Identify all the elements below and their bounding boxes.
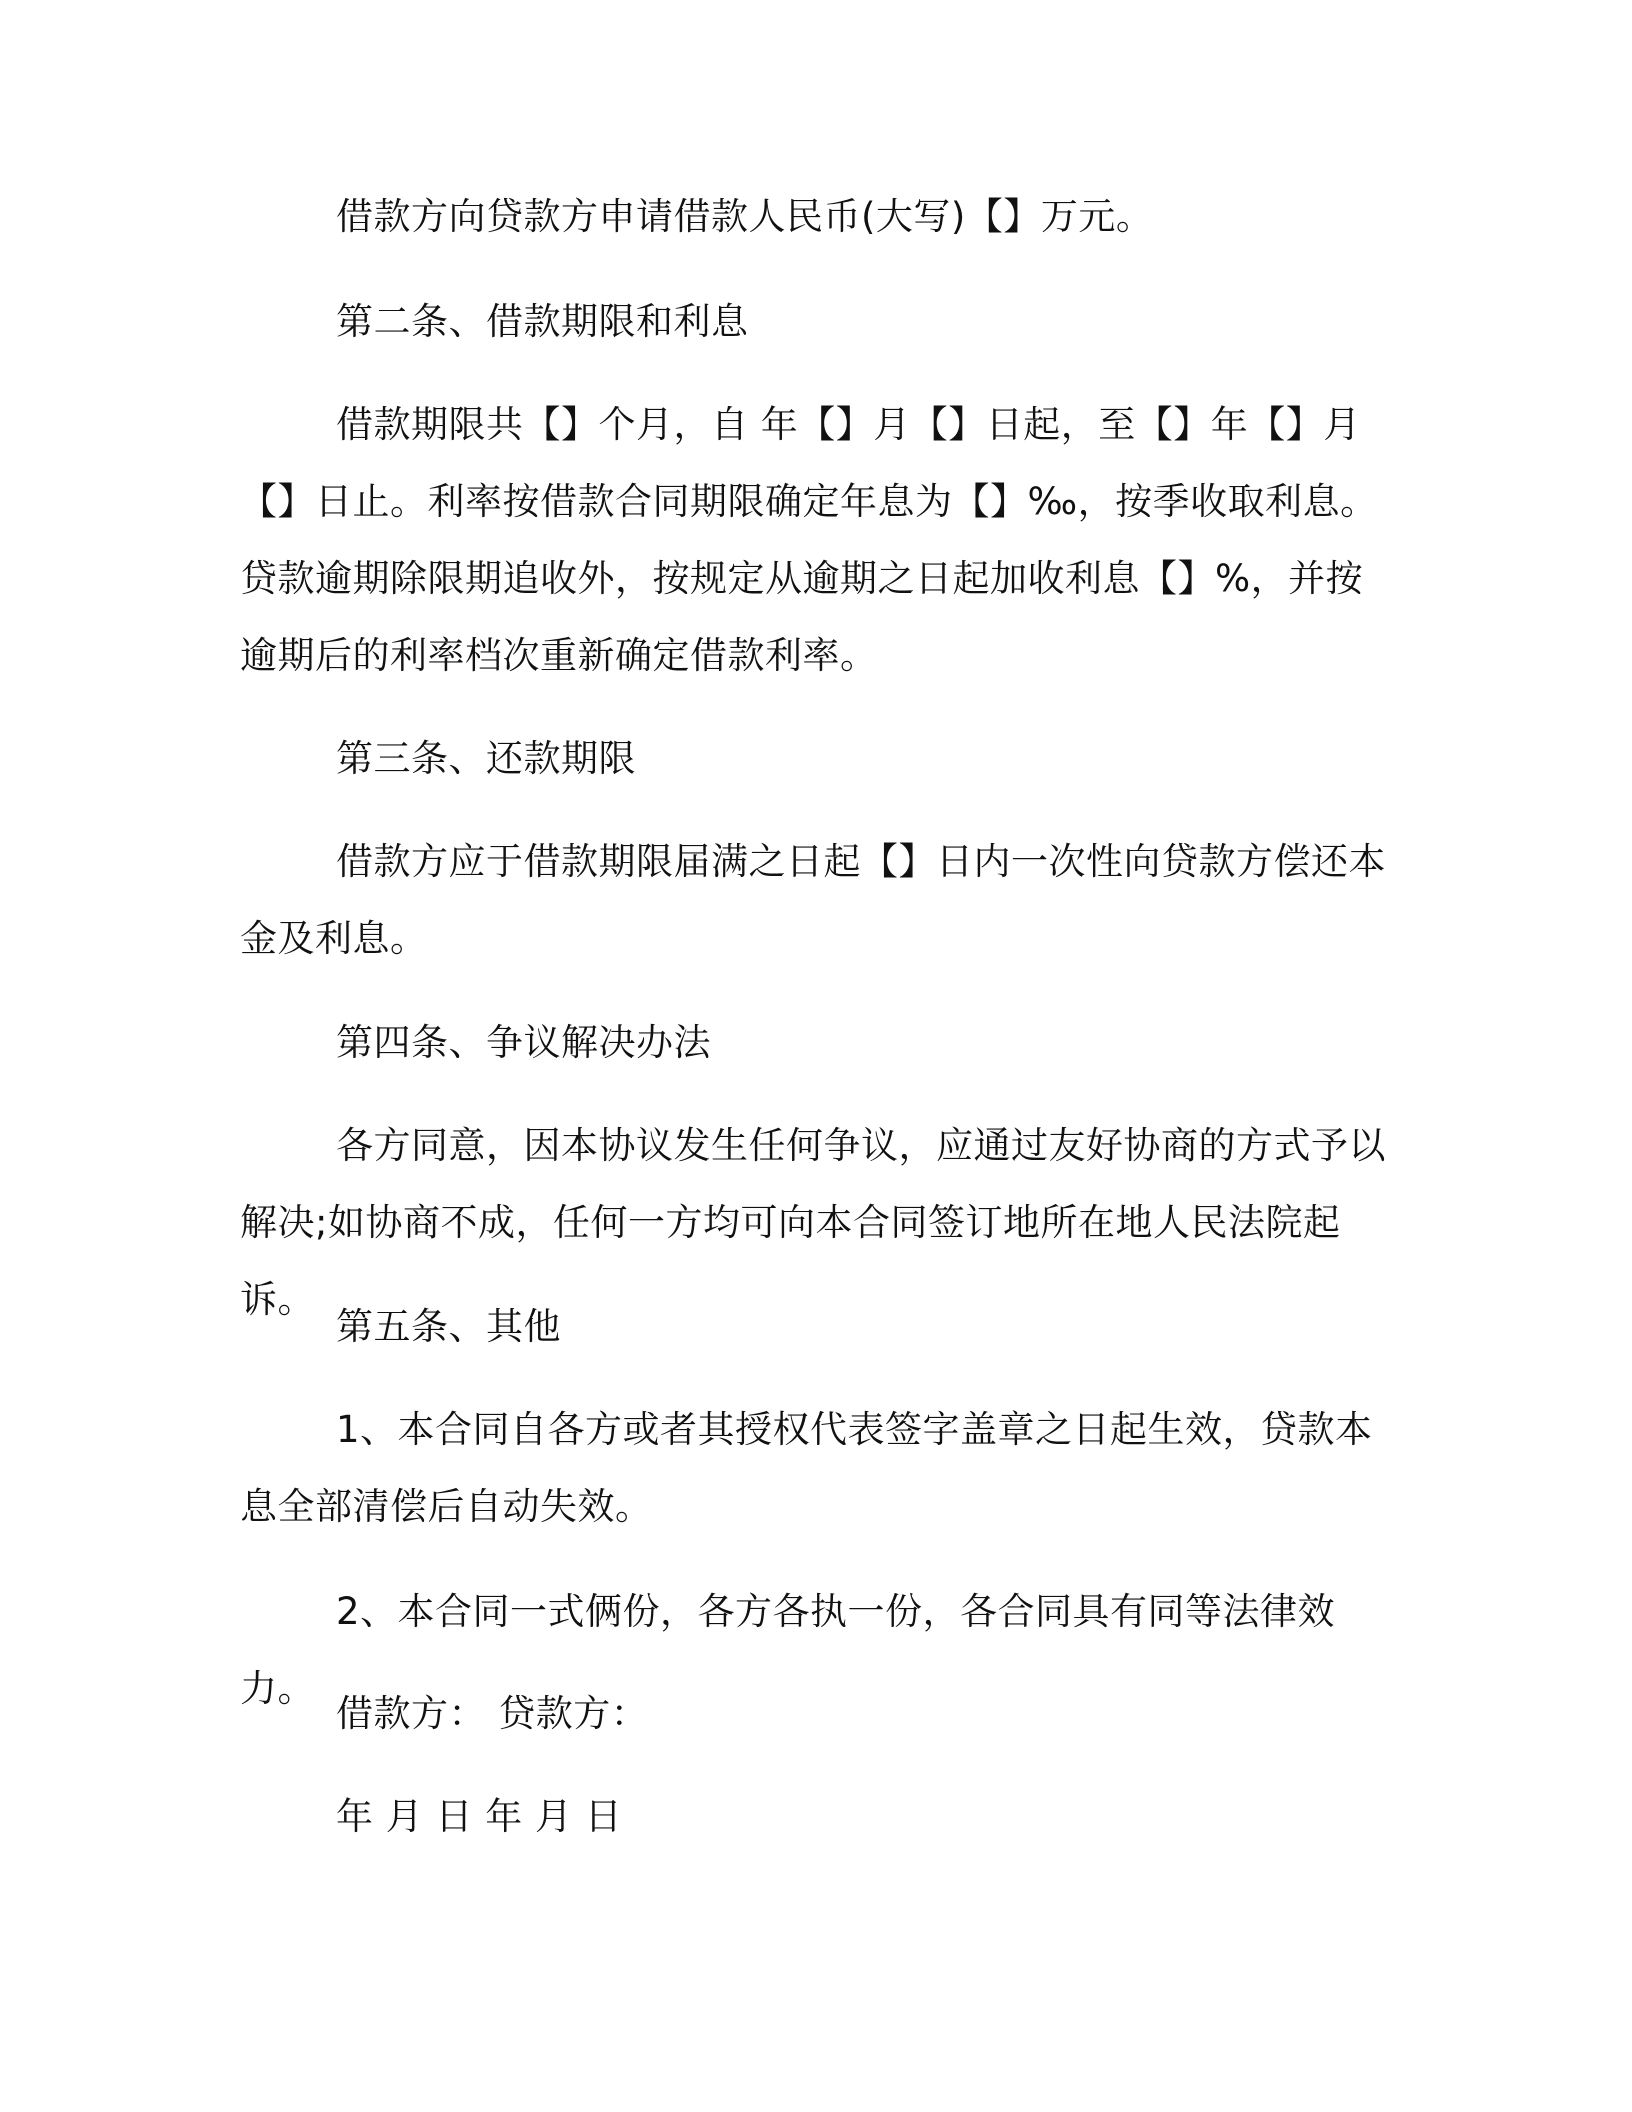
loan-amount-paragraph: 借款方向贷款方申请借款人民币(大写)【】万元。 (336, 195, 1154, 238)
clause-1-paragraph: 1、本合同自各方或者其授权代表签字盖章之日起生效，贷款本息全部清偿后自动失效。 (240, 1408, 1373, 1528)
article-2-heading: 第二条、借款期限和利息 (336, 300, 749, 343)
article-4-heading: 第四条、争议解决办法 (336, 1021, 711, 1064)
loan-term-paragraph: 借款期限共【】个月，自 年【】月【】日起，至【】年【】月【】日止。利率按借款合同期限确定年息为【】‰，按季收取利息。贷款逾期除限期追收外，按规定从逾期之日起加收利息【】%，并按逾期后的利率档次重新确定借款利率。 (240, 403, 1378, 677)
article-5-heading: 第五条、其他 (336, 1305, 561, 1348)
clause-2-paragraph: 2、本合同一式俩份，各方各执一份，各合同具有同等法律效力。 (240, 1590, 1336, 1710)
repayment-paragraph: 借款方应于借款期限届满之日起【】日内一次性向贷款方偿还本金及利息。 (240, 840, 1386, 960)
article-3-heading: 第三条、还款期限 (336, 737, 636, 780)
dispute-paragraph: 各方同意，因本协议发生任何争议，应通过友好协商的方式予以解决;如协商不成，任何一方均可向本合同签订地所在地人民法院起诉。 (240, 1124, 1386, 1321)
signature-parties-line: 借款方： 贷款方： (336, 1692, 649, 1735)
signature-date-line: 年 月 日 年 月 日 (336, 1795, 623, 1838)
